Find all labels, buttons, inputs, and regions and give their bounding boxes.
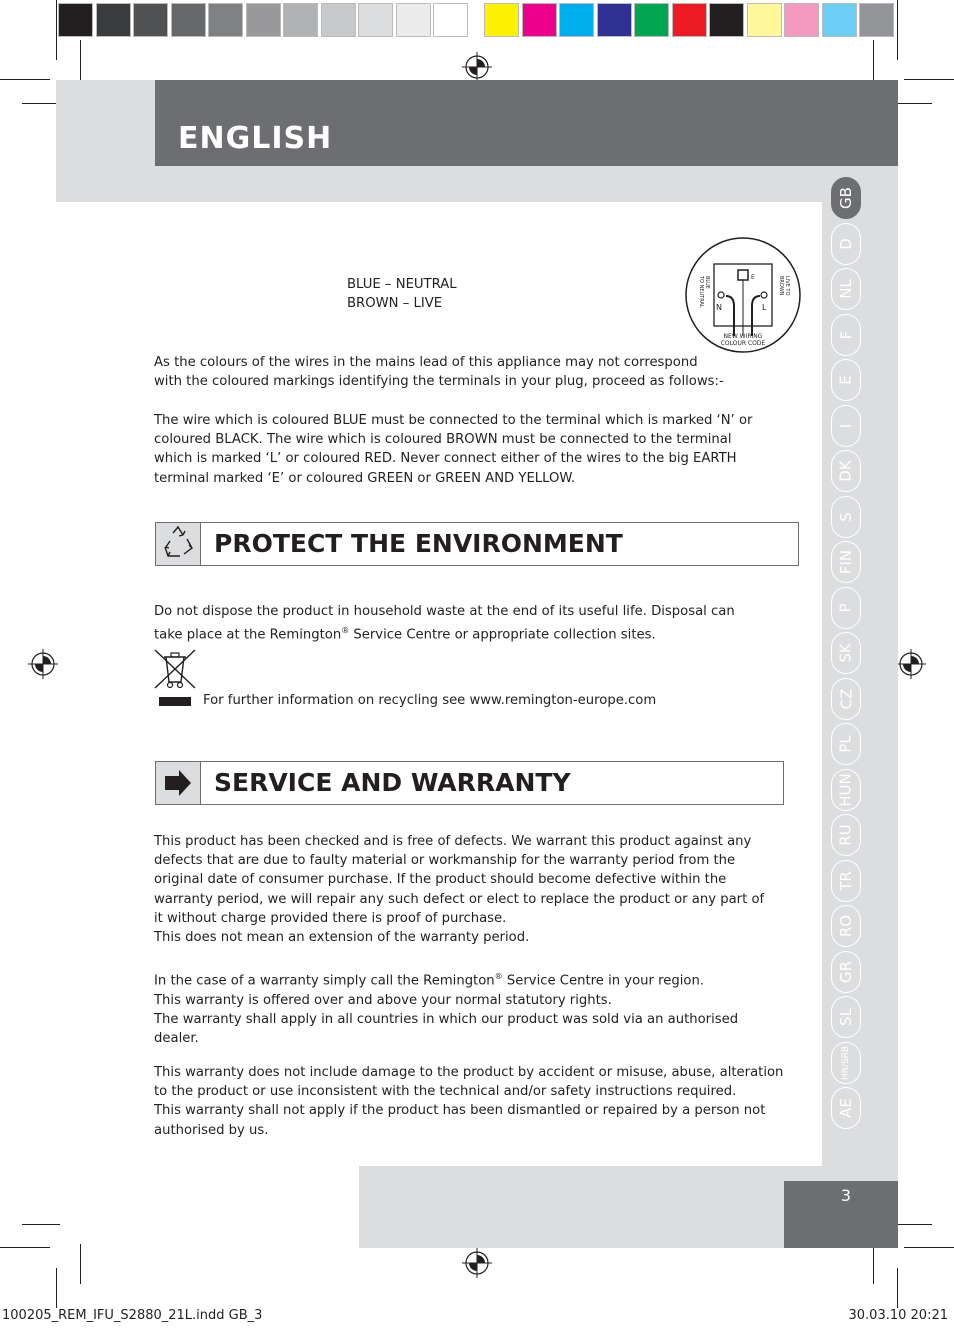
language-tab-ru[interactable] <box>831 814 861 856</box>
color-swatch <box>559 3 594 37</box>
bin-underline-bar <box>159 697 191 706</box>
page-title: ENGLISH <box>178 121 333 156</box>
language-tab-label: HR/SRB <box>841 1045 852 1080</box>
language-tab-label: HUN <box>837 772 856 807</box>
diagram-caption: COLOUR CODE <box>720 340 766 347</box>
color-swatch <box>822 3 857 37</box>
language-tab-label: AE <box>837 1098 855 1118</box>
warranty-section-header <box>155 761 784 805</box>
language-tab-label: RO <box>836 914 855 938</box>
language-tab-ae[interactable] <box>831 1087 861 1129</box>
registration-mark-icon <box>896 649 926 679</box>
arrow-right-icon <box>156 762 201 804</box>
language-tab-label: D <box>837 237 855 250</box>
color-swatch <box>246 3 281 37</box>
language-tab-label: FIN <box>837 549 855 575</box>
terminal-l-label: L <box>762 303 767 312</box>
registration-mark-icon <box>462 52 492 82</box>
language-tab-sk[interactable] <box>831 632 861 674</box>
language-tab-hr-srb[interactable] <box>831 1042 861 1084</box>
language-tab-gr[interactable] <box>831 951 861 993</box>
color-swatch <box>96 3 131 37</box>
color-swatch <box>321 3 356 37</box>
color-swatch <box>672 3 707 37</box>
environment-section-header <box>155 522 799 566</box>
environment-text: Do not dispose the product in household waste at the end of its useful life. Disposal can take place at the Remington <box>154 604 735 643</box>
crop-mark <box>0 1247 50 1248</box>
crossed-bin-icon <box>153 648 197 690</box>
recycling-info: For further information on recycling see www.remington-europe.com <box>203 693 657 708</box>
color-swatch <box>784 3 819 37</box>
language-tab-label: PL <box>837 735 855 753</box>
color-swatch <box>208 3 243 37</box>
crop-mark <box>80 1244 81 1284</box>
language-tab-i[interactable] <box>831 405 861 447</box>
crop-mark <box>894 103 932 104</box>
warranty-text: In the case of a warranty simply call the Remington <box>154 973 495 989</box>
color-swatch <box>433 3 468 37</box>
warranty-text: Service Centre in your region. This warranty is offered over and above your normal statutory rights. The warranty shall apply in all countries in which our product was sold via an authorised dealer. <box>154 973 739 1046</box>
language-tab-label: SL <box>836 1008 855 1026</box>
wiring-brown-live: BROWN – LIVE <box>347 296 443 311</box>
color-swatch <box>597 3 632 37</box>
language-tab-label: E <box>836 375 855 385</box>
color-swatch <box>522 3 557 37</box>
language-tab-label: S <box>837 511 855 522</box>
language-tab-p[interactable] <box>831 587 861 629</box>
crop-mark <box>22 1224 60 1225</box>
language-tab-dk[interactable] <box>831 450 861 492</box>
terminal-e-label: E <box>751 274 755 281</box>
environment-paragraph <box>154 602 804 645</box>
diagram-caption: NEW WIRING <box>723 333 763 340</box>
color-swatch <box>358 3 393 37</box>
registration-mark-icon <box>462 1248 492 1278</box>
language-tab-label: SK <box>836 643 855 663</box>
crop-mark <box>873 1244 874 1284</box>
crop-mark <box>904 79 954 80</box>
environment-text: Service Centre or appropriate collection sites. <box>349 627 656 643</box>
crop-mark <box>56 1268 57 1308</box>
language-tab-gb[interactable] <box>831 177 861 219</box>
language-tab-nl[interactable] <box>831 268 861 310</box>
color-swatch <box>484 3 519 37</box>
terminal-n-label: N <box>716 303 722 312</box>
language-tab-tr[interactable] <box>831 860 861 902</box>
language-tab-label: RU <box>837 824 855 846</box>
language-tab-cz[interactable] <box>831 678 861 720</box>
warranty-paragraph: This warranty does not include damage to the product by accident or misuse, abuse, alteration to the product or use inconsistent with the technical and/or safety instructions required. This warranty shall not apply if the product has been dismantled or repaired by a person not authorised by us. <box>154 1065 784 1138</box>
left-wire-label: TO NEUTRAL <box>698 276 704 308</box>
color-swatch <box>709 3 744 37</box>
crop-mark <box>897 0 898 60</box>
language-tab-label: NL <box>836 279 855 299</box>
color-swatch <box>396 3 431 37</box>
page-number: 3 <box>840 1186 852 1205</box>
language-tab-label: P <box>836 602 855 613</box>
plug-wiring-diagram <box>684 236 802 354</box>
color-swatch <box>747 3 782 37</box>
language-tab-f[interactable] <box>831 314 861 356</box>
language-tab-fin[interactable] <box>831 541 861 583</box>
language-tab-label: F <box>836 330 855 339</box>
footer-file-info: 100205_REM_IFU_S2880_21L.indd GB_3 <box>2 1308 263 1323</box>
recycle-icon <box>156 523 201 565</box>
color-swatch <box>133 3 168 37</box>
wiring-paragraph: As the colours of the wires in the mains lead of this appliance may not correspond with the coloured markings identifying the terminals in your plug, proceed as follows:- <box>154 355 724 390</box>
registered-mark: ® <box>494 972 503 981</box>
crop-mark <box>56 0 57 60</box>
language-tab-label: CZ <box>837 688 855 709</box>
color-swatch <box>283 3 318 37</box>
warranty-title: SERVICE AND WARRANTY <box>214 768 571 797</box>
crop-mark <box>904 1247 954 1248</box>
language-tab-label: DK <box>836 460 855 482</box>
crop-mark <box>873 40 874 80</box>
registered-mark: ® <box>341 626 350 636</box>
language-tab-pl[interactable] <box>831 723 861 765</box>
language-tab-label: TR <box>837 870 855 891</box>
environment-title: PROTECT THE ENVIRONMENT <box>214 529 623 558</box>
language-tab-sl[interactable] <box>831 996 861 1038</box>
warranty-paragraph: This product has been checked and is free of defects. We warrant this product against any defects that are due to faulty material or workmanship for the warranty period from the original date of consumer purchase. If the product should become defective within the warranty period, we will repair any such defect or elect to replace the product or any part of it without charge provided there is proof of purchase. This does not mean an extension of the warranty period. <box>154 834 765 946</box>
right-wire-label: BROWN <box>778 276 784 296</box>
language-tab-label: GB <box>836 187 855 209</box>
warranty-paragraph <box>154 967 804 1048</box>
registration-mark-icon <box>28 649 58 679</box>
language-tab-label: I <box>837 423 855 428</box>
language-tab-hun[interactable] <box>831 769 861 811</box>
crop-mark <box>894 1224 932 1225</box>
language-tab-d[interactable] <box>831 223 861 265</box>
left-wire-label: BLUE <box>704 276 710 289</box>
language-tab-e[interactable] <box>831 359 861 401</box>
wiring-paragraph: The wire which is coloured BLUE must be connected to the terminal which is marked ‘N’ or coloured BLACK. The wire which is coloured BROWN must be connected to the terminal which is marked ‘L’ or coloured RED. Never connect either of the wires to the big EARTH terminal marked ‘E’ or coloured GREEN or GREEN AND YELLOW. <box>154 413 753 486</box>
crop-mark <box>897 1268 898 1308</box>
wiring-blue-neutral: BLUE – NEUTRAL <box>347 277 457 292</box>
color-swatch <box>58 3 93 37</box>
color-swatch <box>859 3 894 37</box>
footer-datetime: 30.03.10 20:21 <box>848 1308 948 1323</box>
color-swatch <box>171 3 206 37</box>
language-tab-ro[interactable] <box>831 905 861 947</box>
crop-mark <box>22 103 60 104</box>
crop-mark <box>0 79 50 80</box>
language-tab-label: GR <box>836 960 855 983</box>
right-wire-label: LIVE TO <box>784 276 790 296</box>
crop-mark <box>80 40 81 80</box>
color-swatch <box>634 3 669 37</box>
language-tab-s[interactable] <box>831 496 861 538</box>
